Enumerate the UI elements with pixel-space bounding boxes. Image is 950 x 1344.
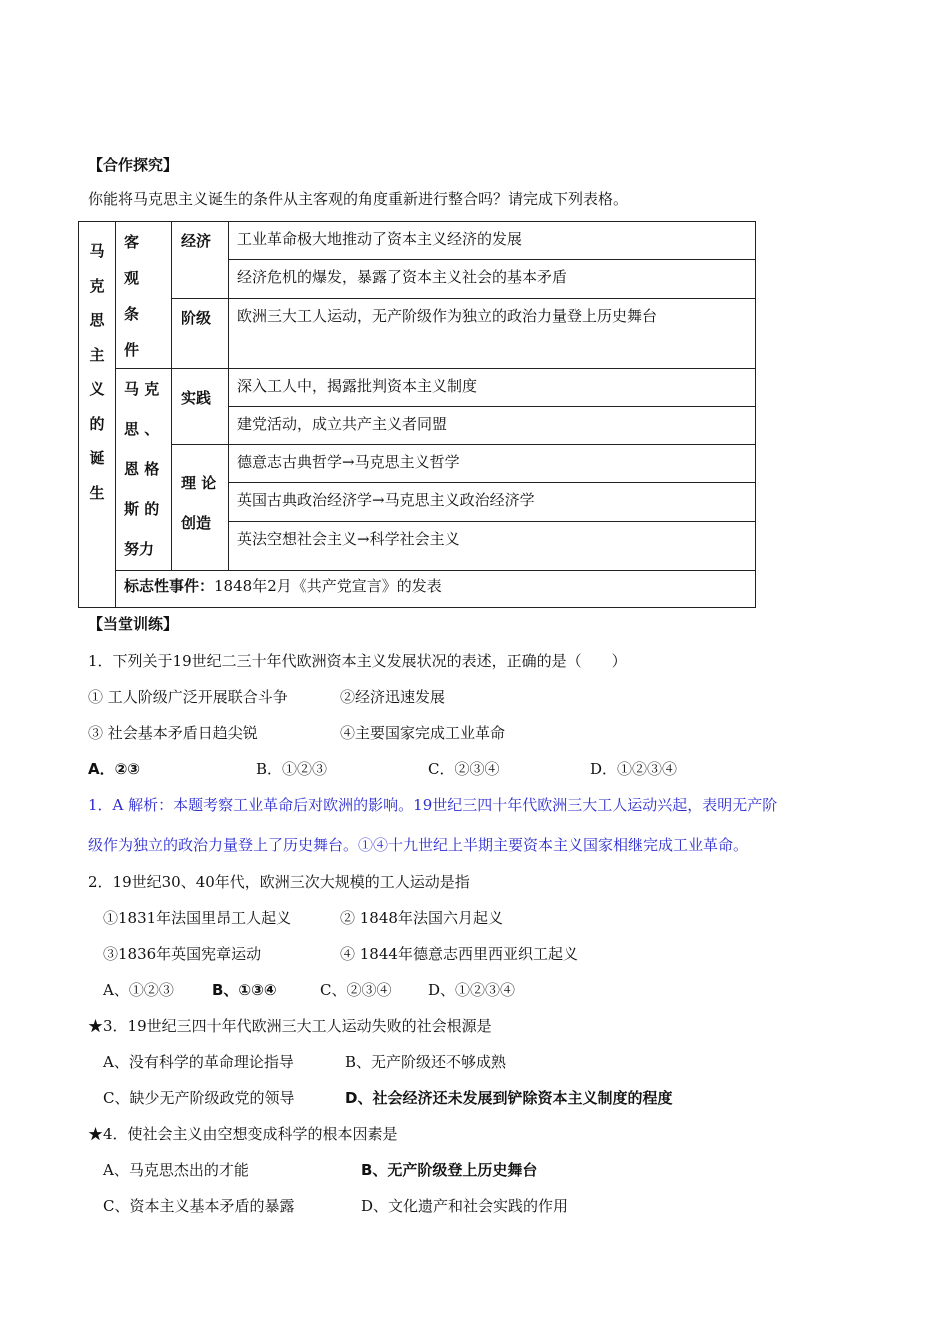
q2-choice-d: D、①②③④ bbox=[428, 981, 516, 999]
marxism-birth-table bbox=[78, 221, 756, 608]
q2-choice-b: B、①③④ bbox=[212, 981, 277, 999]
q4-choice-c: C、资本主义基本矛盾的暴露 bbox=[103, 1197, 295, 1215]
q3-stem: ★3．19世纪三四十年代欧洲三大工人运动失败的社会根源是 bbox=[88, 1017, 492, 1035]
subjective-label-char-2: 恩 格 bbox=[124, 460, 160, 478]
subjective-label-cell bbox=[116, 369, 172, 571]
main-label-cell bbox=[79, 222, 116, 608]
subjective-label-char-0: 马 克 bbox=[124, 380, 160, 398]
practice-row-1: 深入工人中，揭露批判资本主义制度 bbox=[229, 369, 756, 407]
q4-choice-d: D、文化遗产和社会实践的作用 bbox=[361, 1197, 569, 1215]
main-label-char-1: 克 bbox=[89, 276, 105, 295]
q3-choice-c: C、缺少无产阶级政党的领导 bbox=[103, 1089, 295, 1107]
q1-stem: 1．下列关于19世纪二三十年代欧洲资本主义发展状况的表述，正确的是（ ） bbox=[88, 652, 627, 670]
q1-choice-a: A．②③ bbox=[88, 760, 141, 778]
q1-option-4: ④主要国家完成工业革命 bbox=[340, 724, 506, 742]
objective-label-char-0: 客 bbox=[124, 233, 140, 251]
objective-label-char-3: 件 bbox=[124, 341, 140, 359]
theory-row-3: 英法空想社会主义→科学社会主义 bbox=[229, 522, 756, 571]
objective-label-char-1: 观 bbox=[124, 269, 140, 287]
theory-row-1: 德意志古典哲学→马克思主义哲学 bbox=[229, 445, 756, 483]
q1-choice-c: C．②③④ bbox=[428, 760, 500, 778]
theory-label-line-2: 创造 bbox=[181, 514, 212, 532]
practice-label: 实践 bbox=[172, 369, 229, 445]
section-heading-cooperation: 【合作探究】 bbox=[88, 156, 179, 174]
q2-option-1: ①1831年法国里昂工人起义 bbox=[103, 909, 292, 927]
section-heading-practice: 【当堂训练】 bbox=[88, 615, 179, 633]
subjective-label-char-4: 努力 bbox=[124, 540, 155, 558]
subjective-label-char-1: 思 、 bbox=[124, 420, 160, 438]
q1-option-1: ① 工人阶级广泛开展联合斗争 bbox=[88, 688, 288, 706]
q1-analysis-line-2: 级作为独立的政治力量登上了历史舞台。①④十九世纪上半期主要资本主义国家相继完成工业革命。 bbox=[88, 836, 749, 854]
economy-row-1: 工业革命极大地推动了资本主义经济的发展 bbox=[229, 222, 756, 260]
q1-option-3: ③ 社会基本矛盾日趋尖锐 bbox=[88, 724, 258, 742]
objective-label bbox=[124, 224, 171, 368]
class-row-1: 欧洲三大工人运动，无产阶级作为独立的政治力量登上历史舞台 bbox=[229, 299, 756, 369]
q4-choice-a: A、马克思杰出的才能 bbox=[103, 1161, 249, 1179]
q1-choice-b: B．①②③ bbox=[256, 760, 328, 778]
q4-stem: ★4．使社会主义由空想变成科学的根本因素是 bbox=[88, 1125, 398, 1143]
theory-label bbox=[172, 445, 229, 571]
q1-choice-d: D．①②③④ bbox=[590, 760, 678, 778]
main-label-char-5: 的 bbox=[89, 414, 105, 433]
landmark-label: 标志性事件： bbox=[124, 577, 215, 595]
main-label-char-4: 义 bbox=[89, 380, 105, 398]
q2-stem: 2．19世纪30、40年代，欧洲三次大规模的工人运动是指 bbox=[88, 873, 470, 891]
economy-label: 经济 bbox=[172, 222, 229, 299]
theory-row-2: 英国古典政治经济学→马克思主义政治经济学 bbox=[229, 483, 756, 522]
q2-option-2: ② 1848年法国六月起义 bbox=[340, 909, 503, 927]
main-label bbox=[79, 234, 115, 510]
landmark-event-row bbox=[116, 571, 756, 608]
theory-label-line-1: 理 论 bbox=[181, 474, 217, 492]
q1-option-2: ②经济迅速发展 bbox=[340, 688, 446, 706]
subjective-label-char-3: 斯 的 bbox=[124, 500, 160, 518]
practice-row-2: 建党活动，成立共产主义者同盟 bbox=[229, 407, 756, 445]
main-label-char-2: 思 bbox=[89, 311, 105, 329]
objective-label-char-2: 条 bbox=[124, 305, 140, 323]
landmark-value: 1848年2月《共产党宣言》的发表 bbox=[214, 577, 442, 595]
q3-choice-d: D、社会经济还未发展到铲除资本主义制度的程度 bbox=[345, 1089, 673, 1107]
main-label-char-3: 主 bbox=[89, 345, 105, 364]
objective-label-cell bbox=[116, 222, 172, 369]
q3-choice-a: A、没有科学的革命理论指导 bbox=[103, 1053, 294, 1071]
class-label: 阶级 bbox=[172, 299, 229, 369]
main-label-char-0: 马 bbox=[89, 242, 105, 260]
q2-choice-c: C、②③④ bbox=[320, 981, 392, 999]
q3-choice-b: B、无产阶级还不够成熟 bbox=[345, 1053, 507, 1071]
main-label-char-7: 生 bbox=[89, 483, 105, 502]
q1-analysis-line-1: 1．A 解析：本题考察工业革命后对欧洲的影响。19世纪三四十年代欧洲三大工人运动兴起，表明无产阶 bbox=[88, 796, 778, 814]
economy-row-2: 经济危机的爆发，暴露了资本主义社会的基本矛盾 bbox=[229, 260, 756, 299]
main-label-char-6: 诞 bbox=[89, 449, 105, 467]
q2-option-3: ③1836年英国宪章运动 bbox=[103, 945, 262, 963]
q4-choice-b: B、无产阶级登上历史舞台 bbox=[361, 1161, 538, 1179]
section-intro: 你能将马克思主义诞生的条件从主客观的角度重新进行整合吗？请完成下列表格。 bbox=[88, 190, 629, 208]
subjective-label bbox=[124, 369, 171, 569]
q2-option-4: ④ 1844年德意志西里西亚织工起义 bbox=[340, 945, 578, 963]
q2-choice-a: A、①②③ bbox=[103, 981, 174, 999]
